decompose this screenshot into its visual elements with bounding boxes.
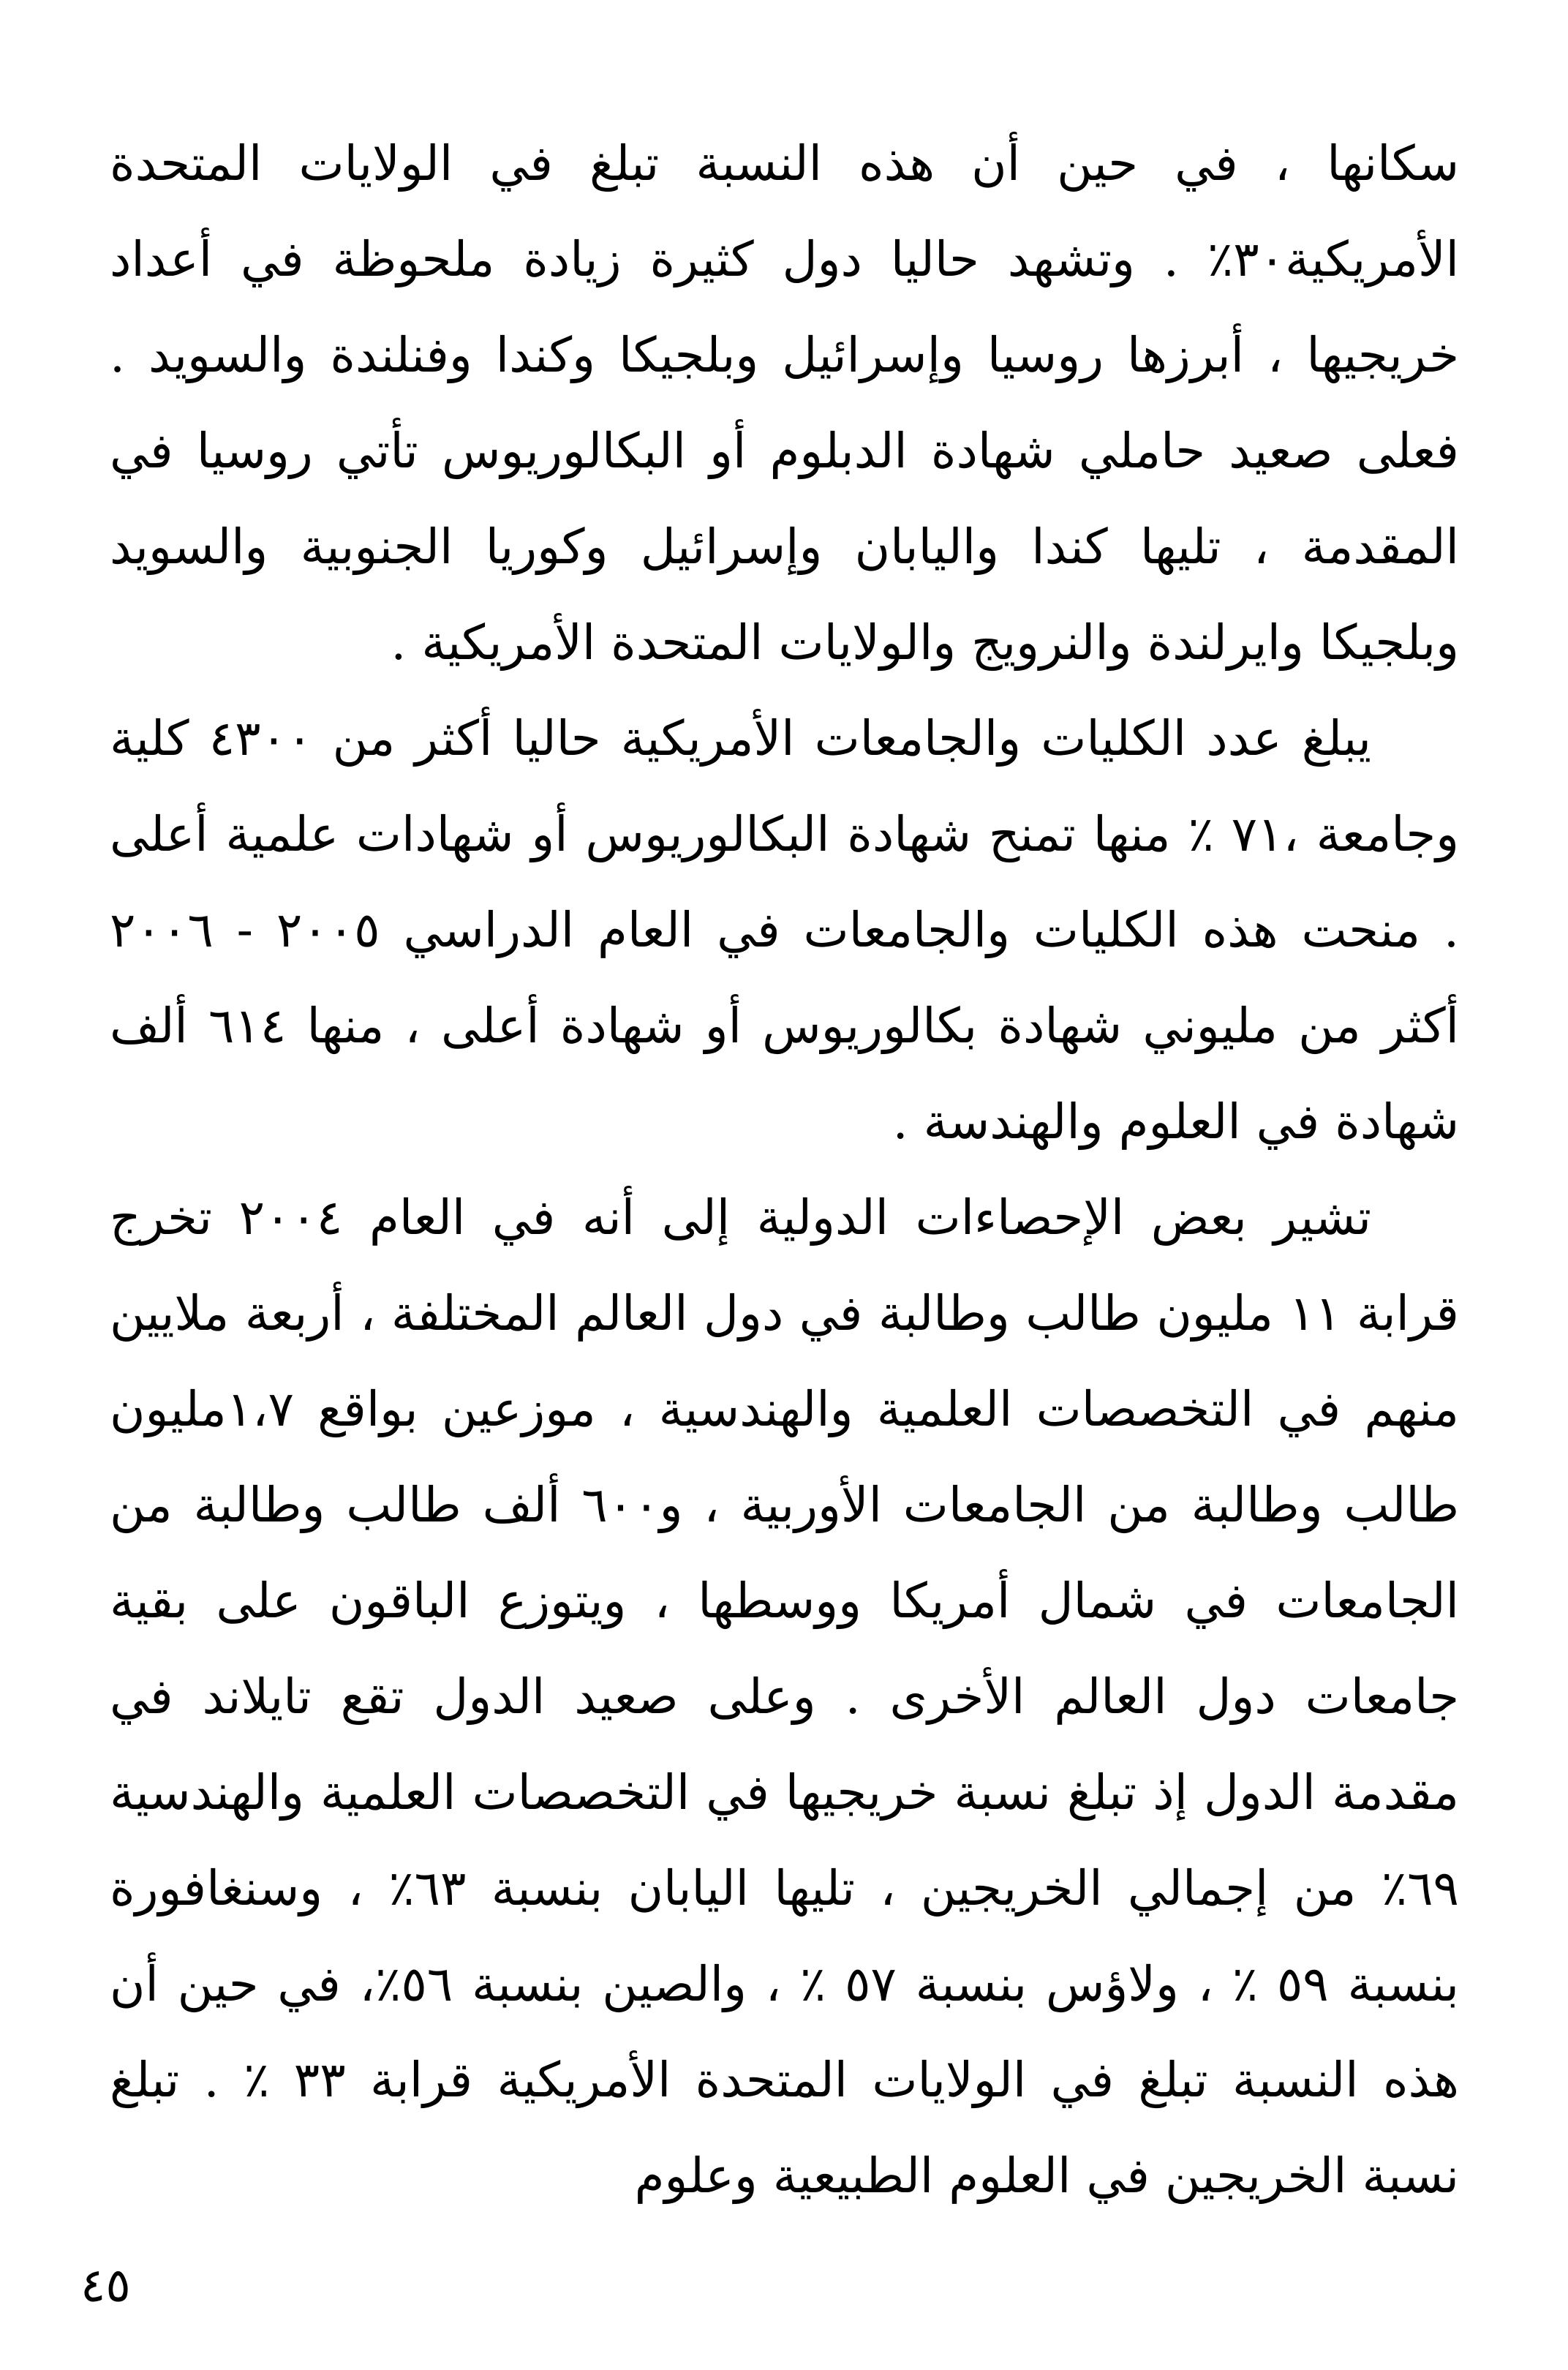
- paragraph-1: سكانها ، في حين أن هذه النسبة تبلغ في الولايات المتحدة الأمريكية٣٠٪ . وتشهد حاليا دول كثيرة زيادة ملحوظة في أعداد خريجيها ، أبرزها روسيا وإسرائيل وبلجيكا وكندا وفنلندة والسويد . فعلى صعيد حاملي شهادة الدبلوم أو البكالوريوس تأتي روسيا في المقدمة ، تليها كندا واليابان وإسرائيل وكوريا الجنوبية والسويد وبلجيكا وايرلندة والنرويج والولايات المتحدة الأمريكية .: [110, 135, 1459, 671]
- paragraph-3: تشير بعض الإحصاءات الدولية إلى أنه في العام ٢٠٠٤ تخرج قرابة ١١ مليون طالب وطالبة في دول العالم المختلفة ، أربعة ملايين منهم في التخصصات العلمية والهندسية ، موزعين بواقع ١،٧مليون طالب وطالبة من الجامعات الأوربية ، و٦٠٠ ألف طالب وطالبة من الجامعات في شمال أمريكا ووسطها ، ويتوزع الباقون على بقية جامعات دول العالم الأخرى . وعلى صعيد الدول تقع تايلاند في مقدمة الدول إذ تبلغ نسبة خريجيها في التخصصات العلمية والهندسية ٦٩٪ من إجمالي الخريجين ، تليها اليابان بنسبة ٦٣٪ ، وسنغافورة بنسبة ٥٩ ٪ ، ولاؤس بنسبة ٥٧ ٪ ، والصين بنسبة ٥٦٪، في حين أن هذه النسبة تبلغ في الولايات المتحدة الأمريكية قرابة ٣٣ ٪ . تبلغ نسبة الخريجين في العلوم الطبيعية وعلوم: [110, 1189, 1459, 2204]
- page-number: ٤٥: [80, 2259, 131, 2313]
- body-text: [110, 116, 1459, 2224]
- paragraph-2: يبلغ عدد الكليات والجامعات الأمريكية حاليا أكثر من ٤٣٠٠ كلية وجامعة ،٧١ ٪ منها تمنح شهادة البكالوريوس أو شهادات علمية أعلى . منحت هذه الكليات والجامعات في العام الدراسي ٢٠٠٥ - ٢٠٠٦ أكثر من مليوني شهادة بكالوريوس أو شهادة أعلى ، منها ٦١٤ ألف شهادة في العلوم والهندسة .: [110, 710, 1460, 1150]
